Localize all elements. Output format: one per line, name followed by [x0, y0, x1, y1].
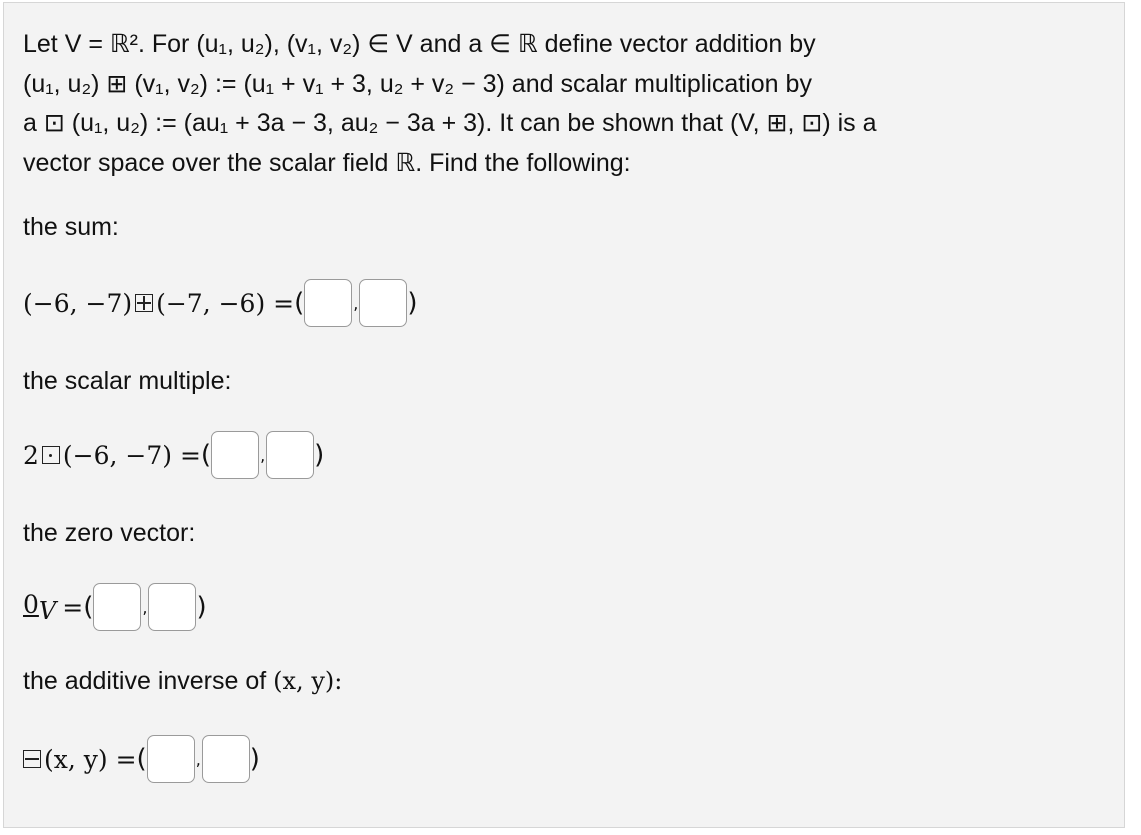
- sum-answer-1[interactable]: [304, 279, 352, 327]
- scalar-expr-right: (−6, −7) =: [62, 440, 201, 470]
- zero-vector-subscript: V: [38, 596, 57, 625]
- inverse-label-math: (x, y):: [273, 667, 343, 695]
- boxminus-icon: [23, 750, 41, 768]
- sum-expr-left: (−6, −7): [23, 288, 133, 318]
- zero-equals: =: [62, 592, 84, 622]
- sum-label: the sum:: [23, 213, 119, 241]
- close-paren: ): [249, 744, 260, 774]
- statement-line-4: vector space over the scalar field ℝ. Find the following:: [23, 148, 631, 177]
- sum-expr-right: (−7, −6) =: [156, 288, 295, 318]
- comma: ,: [142, 597, 148, 617]
- open-paren: (: [294, 288, 305, 318]
- statement-line-2: (u₁, u₂) ⊞ (v₁, v₂) := (u₁ + v₁ + 3, u₂ + v₂ − 3) and scalar multiplication by: [23, 69, 812, 98]
- statement-line-1: Let V = ℝ². For (u₁, u₂), (v₁, v₂) ∈ V and a ∈ ℝ define vector addition by: [23, 30, 816, 58]
- inverse-expr-right: (x, y) =: [44, 744, 137, 774]
- scalar-answer-2[interactable]: [266, 431, 314, 479]
- zero-answer-1[interactable]: [93, 583, 141, 631]
- comma: ,: [195, 749, 201, 769]
- inverse-label-text: the additive inverse of: [23, 667, 274, 695]
- open-paren: (: [136, 744, 147, 774]
- scalar-answer-1[interactable]: [211, 431, 259, 479]
- zero-vector-base: 0: [23, 589, 39, 619]
- scalar-equation: [23, 427, 324, 483]
- inverse-answer-1[interactable]: [147, 735, 195, 783]
- inverse-answer-2[interactable]: [202, 735, 250, 783]
- sum-equation: [23, 275, 418, 331]
- problem-statement: [23, 25, 1113, 183]
- zero-equation: [23, 579, 207, 635]
- sum-answer-2[interactable]: [359, 279, 407, 327]
- comma: ,: [353, 293, 359, 313]
- comma: ,: [260, 445, 266, 465]
- zero-label: the zero vector:: [23, 519, 196, 547]
- question-panel: [3, 2, 1125, 828]
- close-paren: ): [407, 288, 418, 318]
- boxdot-icon: [42, 446, 60, 464]
- zero-vector-symbol: [23, 590, 56, 625]
- open-paren: (: [83, 592, 94, 622]
- boxplus-icon: [135, 294, 153, 312]
- scalar-expr-scalar: 2: [23, 440, 39, 470]
- statement-line-3: a ⊡ (u₁, u₂) := (au₁ + 3a − 3, au₂ − 3a + 3). It can be shown that (V, ⊞, ⊡) is a: [23, 109, 877, 137]
- close-paren: ): [314, 440, 325, 470]
- zero-answer-2[interactable]: [148, 583, 196, 631]
- inverse-label: [23, 667, 342, 696]
- scalar-label: the scalar multiple:: [23, 367, 232, 395]
- open-paren: (: [200, 440, 212, 470]
- inverse-equation: [23, 731, 260, 787]
- close-paren: ): [196, 592, 207, 622]
